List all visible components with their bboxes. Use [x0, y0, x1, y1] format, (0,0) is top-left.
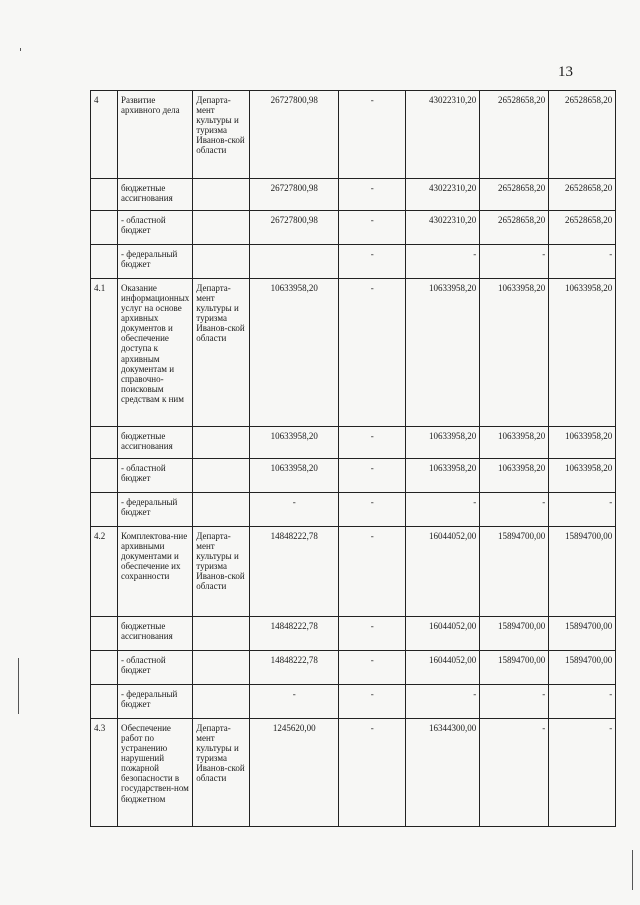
program-row: [91, 527, 616, 617]
amount-cell: -: [480, 245, 549, 279]
executor-cell: [193, 245, 250, 279]
amount-cell: 10633958,20: [250, 459, 339, 493]
item-name-cell: - федеральный бюджет: [118, 493, 193, 527]
amount-cell: 16044052,00: [406, 651, 480, 685]
amount-cell: 14848222,78: [250, 651, 339, 685]
item-name-cell: - федеральный бюджет: [118, 685, 193, 719]
amount-cell: 16344300,00: [406, 719, 480, 827]
executor-cell: [193, 685, 250, 719]
row-number-cell: [91, 459, 118, 493]
amount-cell: 10633958,20: [250, 279, 339, 427]
program-row: [91, 279, 616, 427]
executor-cell: [193, 651, 250, 685]
amount-cell: 16044052,00: [406, 617, 480, 651]
funding-row: [91, 685, 616, 719]
funding-row: [91, 179, 616, 211]
amount-cell: -: [339, 493, 406, 527]
row-number-cell: [91, 427, 118, 459]
item-name-cell: Обеспечение работ по устранению нарушений пожарной безопасности в государствен-ном бюджетном: [118, 719, 193, 827]
amount-cell: 43022310,20: [406, 211, 480, 245]
amount-cell: [250, 245, 339, 279]
amount-cell: 10633958,20: [549, 459, 616, 493]
amount-cell: -: [549, 245, 616, 279]
executor-cell: [193, 617, 250, 651]
amount-cell: 43022310,20: [406, 91, 480, 179]
amount-cell: 15894700,00: [480, 617, 549, 651]
amount-cell: -: [549, 493, 616, 527]
item-name-cell: - областной бюджет: [118, 211, 193, 245]
amount-cell: 26528658,20: [480, 91, 549, 179]
amount-cell: -: [339, 427, 406, 459]
amount-cell: -: [480, 719, 549, 827]
row-number-cell: [91, 617, 118, 651]
budget-table: [90, 90, 616, 827]
item-name-cell: Комплектова-ние архивными документами и обеспечение их сохранности: [118, 527, 193, 617]
page-number: 13: [558, 64, 573, 80]
amount-cell: -: [250, 685, 339, 719]
amount-cell: -: [339, 179, 406, 211]
program-row: [91, 719, 616, 827]
item-name-cell: Оказание информационных услуг на основе архивных документов и обеспечение доступа к архивным документам и справочно-поисковым средствам к ним: [118, 279, 193, 427]
amount-cell: -: [339, 719, 406, 827]
amount-cell: -: [549, 719, 616, 827]
row-number-cell: [91, 245, 118, 279]
item-name-cell: бюджетные ассигнования: [118, 617, 193, 651]
row-number-cell: [91, 651, 118, 685]
funding-row: [91, 617, 616, 651]
amount-cell: -: [339, 617, 406, 651]
item-name-cell: - областной бюджет: [118, 651, 193, 685]
budget-table-body: [91, 91, 616, 827]
amount-cell: -: [339, 245, 406, 279]
item-name-cell: бюджетные ассигнования: [118, 427, 193, 459]
amount-cell: -: [339, 651, 406, 685]
executor-cell: Департа-мент культуры и туризма Иванов-ской области: [193, 719, 250, 827]
row-number-cell: 4.2: [91, 527, 118, 617]
amount-cell: -: [339, 91, 406, 179]
executor-cell: Департа-мент культуры и туризма Иванов-ской области: [193, 279, 250, 427]
amount-cell: -: [250, 493, 339, 527]
amount-cell: 10633958,20: [480, 279, 549, 427]
item-name-cell: - федеральный бюджет: [118, 245, 193, 279]
funding-row: [91, 245, 616, 279]
item-name-cell: - областной бюджет: [118, 459, 193, 493]
amount-cell: 26528658,20: [549, 91, 616, 179]
amount-cell: 15894700,00: [480, 651, 549, 685]
executor-cell: [193, 493, 250, 527]
scan-mark-left-lower: [18, 658, 19, 714]
amount-cell: -: [406, 245, 480, 279]
executor-cell: Департа-мент культуры и туризма Иванов-ской области: [193, 91, 250, 179]
amount-cell: -: [549, 685, 616, 719]
item-name-cell: Развитие архивного дела: [118, 91, 193, 179]
executor-cell: [193, 427, 250, 459]
funding-row: [91, 459, 616, 493]
item-name-cell: бюджетные ассигнования: [118, 179, 193, 211]
row-number-cell: [91, 493, 118, 527]
amount-cell: 15894700,00: [480, 527, 549, 617]
row-number-cell: [91, 179, 118, 211]
amount-cell: -: [480, 493, 549, 527]
amount-cell: 10633958,20: [549, 279, 616, 427]
executor-cell: [193, 459, 250, 493]
amount-cell: 15894700,00: [549, 651, 616, 685]
funding-row: [91, 427, 616, 459]
amount-cell: 26528658,20: [480, 179, 549, 211]
amount-cell: -: [339, 211, 406, 245]
row-number-cell: 4.3: [91, 719, 118, 827]
amount-cell: -: [339, 279, 406, 427]
row-number-cell: [91, 685, 118, 719]
amount-cell: 26727800,98: [250, 91, 339, 179]
amount-cell: 26528658,20: [549, 211, 616, 245]
amount-cell: 16044052,00: [406, 527, 480, 617]
program-row: [91, 91, 616, 179]
row-number-cell: 4: [91, 91, 118, 179]
amount-cell: 14848222,78: [250, 527, 339, 617]
amount-cell: 10633958,20: [406, 279, 480, 427]
scan-mark-left: [20, 48, 21, 51]
executor-cell: [193, 179, 250, 211]
amount-cell: 10633958,20: [250, 427, 339, 459]
amount-cell: 43022310,20: [406, 179, 480, 211]
funding-row: [91, 493, 616, 527]
amount-cell: -: [406, 493, 480, 527]
funding-row: [91, 211, 616, 245]
amount-cell: 26727800,98: [250, 179, 339, 211]
amount-cell: 15894700,00: [549, 527, 616, 617]
amount-cell: 15894700,00: [549, 617, 616, 651]
amount-cell: -: [406, 685, 480, 719]
amount-cell: 10633958,20: [406, 427, 480, 459]
amount-cell: 10633958,20: [549, 427, 616, 459]
row-number-cell: [91, 211, 118, 245]
amount-cell: -: [480, 685, 549, 719]
amount-cell: 26727800,98: [250, 211, 339, 245]
funding-row: [91, 651, 616, 685]
amount-cell: -: [339, 685, 406, 719]
amount-cell: 10633958,20: [480, 427, 549, 459]
amount-cell: 10633958,20: [480, 459, 549, 493]
scan-mark-right: [632, 850, 633, 890]
amount-cell: -: [339, 527, 406, 617]
amount-cell: 26528658,20: [549, 179, 616, 211]
row-number-cell: 4.1: [91, 279, 118, 427]
amount-cell: 10633958,20: [406, 459, 480, 493]
amount-cell: 1245620,00: [250, 719, 339, 827]
amount-cell: 26528658,20: [480, 211, 549, 245]
amount-cell: 14848222,78: [250, 617, 339, 651]
executor-cell: Департа-мент культуры и туризма Иванов-ской области: [193, 527, 250, 617]
executor-cell: [193, 211, 250, 245]
amount-cell: -: [339, 459, 406, 493]
